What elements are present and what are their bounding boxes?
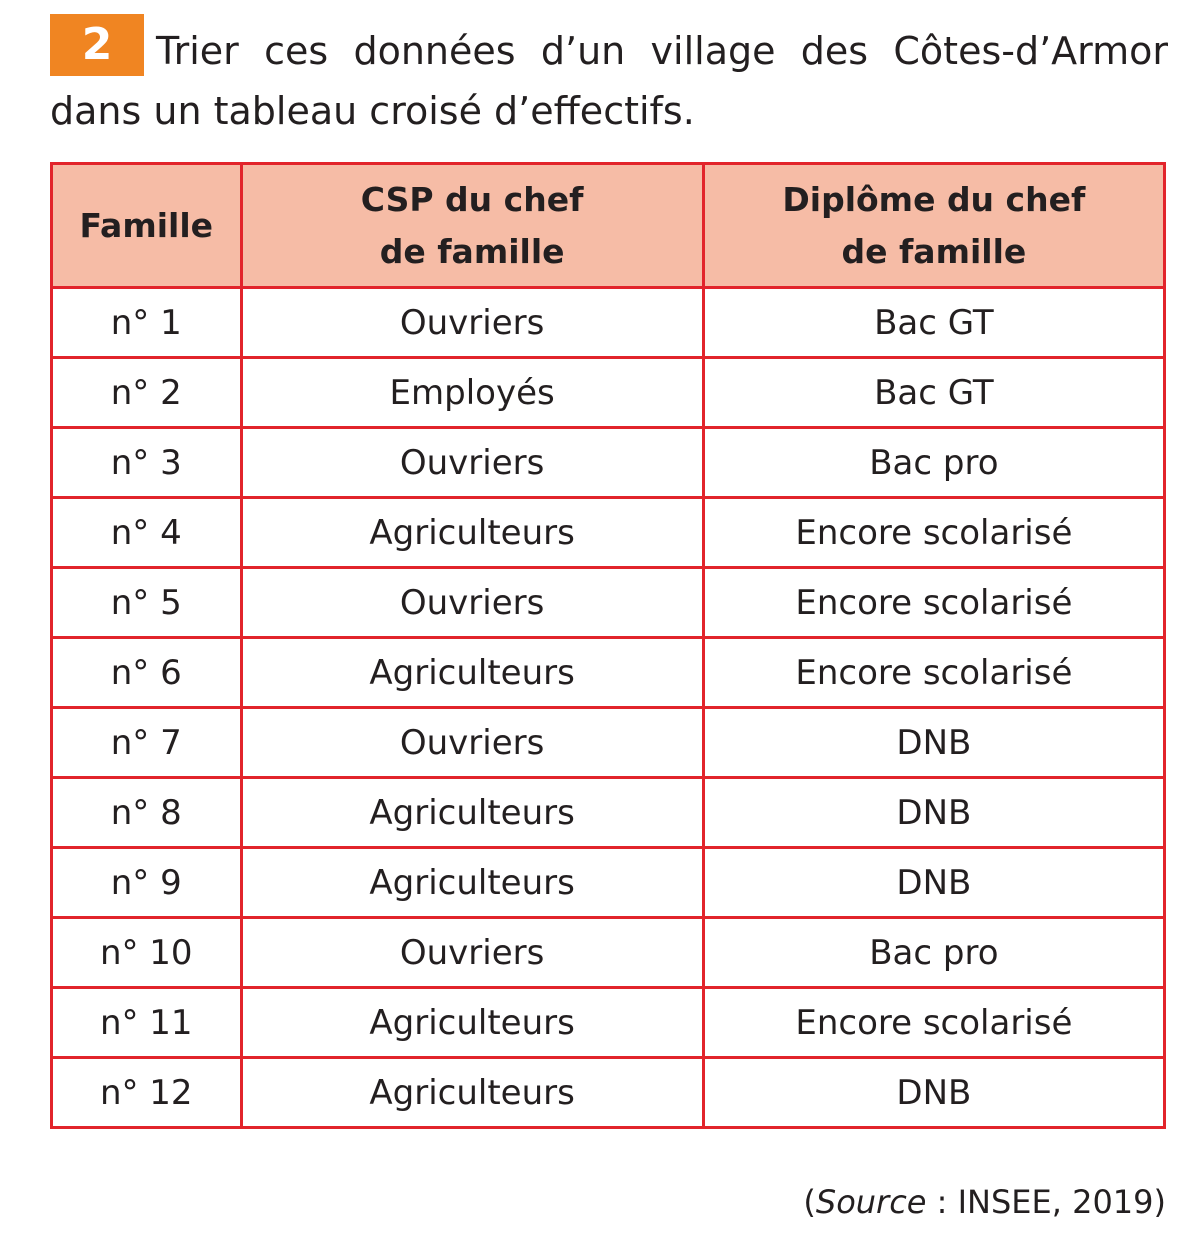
cell-diplome: Bac GT (703, 288, 1164, 358)
cell-famille: n° 5 (52, 568, 242, 638)
table-row (52, 988, 1165, 1058)
table-row (52, 498, 1165, 568)
header-famille-label: Famille (79, 205, 214, 245)
table-row (52, 848, 1165, 918)
table-row (52, 288, 1165, 358)
cell-famille: n° 3 (52, 428, 242, 498)
cell-csp: Ouvriers (241, 918, 703, 988)
cell-diplome: Encore scolarisé (703, 988, 1164, 1058)
header-diplome (703, 164, 1164, 288)
cell-diplome: Bac pro (703, 918, 1164, 988)
cell-famille: n° 12 (52, 1058, 242, 1128)
header-csp (241, 164, 703, 288)
cell-csp: Ouvriers (241, 708, 703, 778)
table-row (52, 708, 1165, 778)
table-row (52, 778, 1165, 848)
cell-diplome: Encore scolarisé (703, 498, 1164, 568)
table-row (52, 918, 1165, 988)
source-open-paren: ( (803, 1183, 816, 1221)
cell-csp: Agriculteurs (241, 638, 703, 708)
cell-famille: n° 9 (52, 848, 242, 918)
table-row (52, 638, 1165, 708)
cell-csp: Employés (241, 358, 703, 428)
cell-diplome: Bac GT (703, 358, 1164, 428)
instruction-text-line-2: dans un tableau croisé d’effectifs. (50, 89, 695, 133)
source-note (803, 1180, 1166, 1224)
cell-famille: n° 2 (52, 358, 242, 428)
cell-csp: Agriculteurs (241, 988, 703, 1058)
cell-famille: n° 10 (52, 918, 242, 988)
cell-csp: Agriculteurs (241, 1058, 703, 1128)
cell-diplome: Encore scolarisé (703, 568, 1164, 638)
cell-diplome: Encore scolarisé (703, 638, 1164, 708)
source-label: Source (815, 1183, 927, 1221)
cell-csp: Agriculteurs (241, 498, 703, 568)
table-row (52, 428, 1165, 498)
instruction-text-line-1: Trier ces données d’un village des Côtes-d’Armor (156, 29, 1168, 73)
cell-famille: n° 11 (52, 988, 242, 1058)
cell-csp: Agriculteurs (241, 848, 703, 918)
cell-famille: n° 8 (52, 778, 242, 848)
table-row (52, 1058, 1165, 1128)
cell-famille: n° 7 (52, 708, 242, 778)
family-data-table (50, 162, 1166, 1129)
cell-famille: n° 6 (52, 638, 242, 708)
header-csp-line-2: de famille (379, 231, 565, 271)
cell-diplome: DNB (703, 778, 1164, 848)
header-famille (52, 164, 242, 288)
cell-csp: Ouvriers (241, 428, 703, 498)
cell-diplome: DNB (703, 1058, 1164, 1128)
cell-famille: n° 4 (52, 498, 242, 568)
cell-famille: n° 1 (52, 288, 242, 358)
table-header-row (52, 164, 1165, 288)
cell-csp: Agriculteurs (241, 778, 703, 848)
cell-diplome: DNB (703, 708, 1164, 778)
cell-diplome: Bac pro (703, 428, 1164, 498)
table-row (52, 358, 1165, 428)
cell-csp: Ouvriers (241, 568, 703, 638)
cell-diplome: DNB (703, 848, 1164, 918)
exercise-number-badge: 2 (50, 14, 144, 76)
table-row (52, 568, 1165, 638)
header-csp-line-1: CSP du chef (360, 179, 584, 219)
source-rest: : INSEE, 2019) (926, 1183, 1166, 1221)
header-diplome-line-2: de famille (841, 231, 1027, 271)
header-diplome-line-1: Diplôme du chef (782, 179, 1086, 219)
cell-csp: Ouvriers (241, 288, 703, 358)
